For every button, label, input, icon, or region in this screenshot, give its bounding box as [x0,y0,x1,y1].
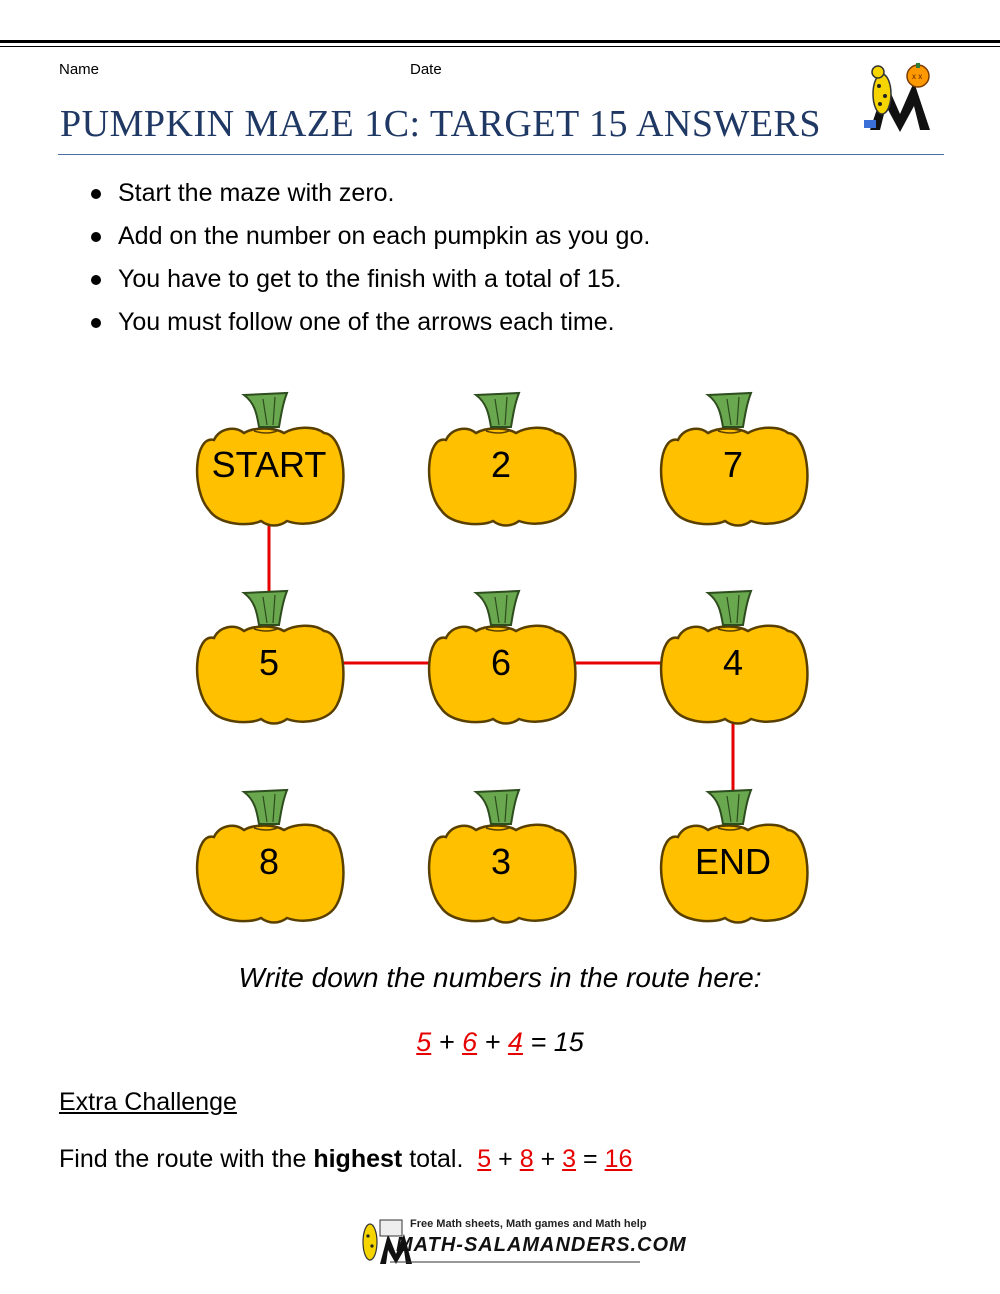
plus-sign: + [540,1145,556,1173]
pumpkin-label: 8 [258,841,280,882]
pumpkin [661,591,807,724]
name-label: Name [59,61,100,78]
route-prompt: Write down the numbers in the route here: [238,962,762,993]
pumpkin-label: START [211,444,327,485]
top-rule-thin [0,46,1000,47]
pumpkin-label: 2 [490,444,512,485]
route-number: 4 [507,1027,523,1057]
pumpkin [661,790,807,923]
extra-number: 8 [519,1145,534,1173]
plus-sign: + [498,1145,513,1173]
pumpkin [197,591,343,724]
instructions-list [58,172,1000,344]
extra-challenge-text [59,1145,632,1174]
svg-text:x x: x x [912,72,923,81]
instruction-item: You must follow one of the arrows each time. [118,301,1000,344]
extra-text-before: Find the route with the [59,1145,307,1173]
plus-sign: + [438,1027,455,1057]
pumpkin [429,790,575,923]
pumpkin-label: 6 [490,642,512,683]
pumpkin [197,790,343,923]
extra-total: 16 [604,1145,633,1173]
plus-sign: + [484,1027,501,1057]
pumpkin-label: 7 [722,444,744,485]
extra-bold-word: highest [313,1145,403,1173]
pumpkin-label: 5 [258,642,280,683]
date-label: Date [410,61,442,78]
route-number: 6 [462,1027,478,1057]
extra-number: 3 [562,1145,577,1173]
pumpkin-maze [0,370,1000,930]
instruction-item: Add on the number on each pumpkin as you go. [118,215,1000,258]
salamander-logo-icon [860,62,946,132]
instruction-item: Start the maze with zero. [118,172,1000,215]
pumpkin-label: 4 [722,642,744,683]
equals-sign: = [583,1145,598,1173]
extra-text-after: total. [409,1145,464,1173]
footer-tagline: Free Math sheets, Math games and Math help [410,1218,647,1230]
extra-number: 5 [477,1145,492,1173]
pumpkin [661,393,807,526]
route-number: 5 [416,1027,432,1057]
pumpkin-label: END [694,841,772,882]
pumpkin [429,591,575,724]
title-underline [58,154,944,155]
instruction-item: You have to get to the finish with a total of 15. [118,258,1000,301]
pumpkin-grid [197,393,807,923]
page-title: PUMPKIN MAZE 1C: TARGET 15 ANSWERS [60,103,822,145]
footer-site-name: MATH-SALAMANDERS.COM [396,1234,687,1256]
pumpkin-label: 3 [490,841,512,882]
pumpkin [197,393,343,526]
route-total: = 15 [530,1027,584,1057]
top-rule [0,40,1000,43]
pumpkin [429,393,575,526]
route-answer [0,1027,1000,1058]
extra-challenge-heading: Extra Challenge [59,1088,237,1116]
